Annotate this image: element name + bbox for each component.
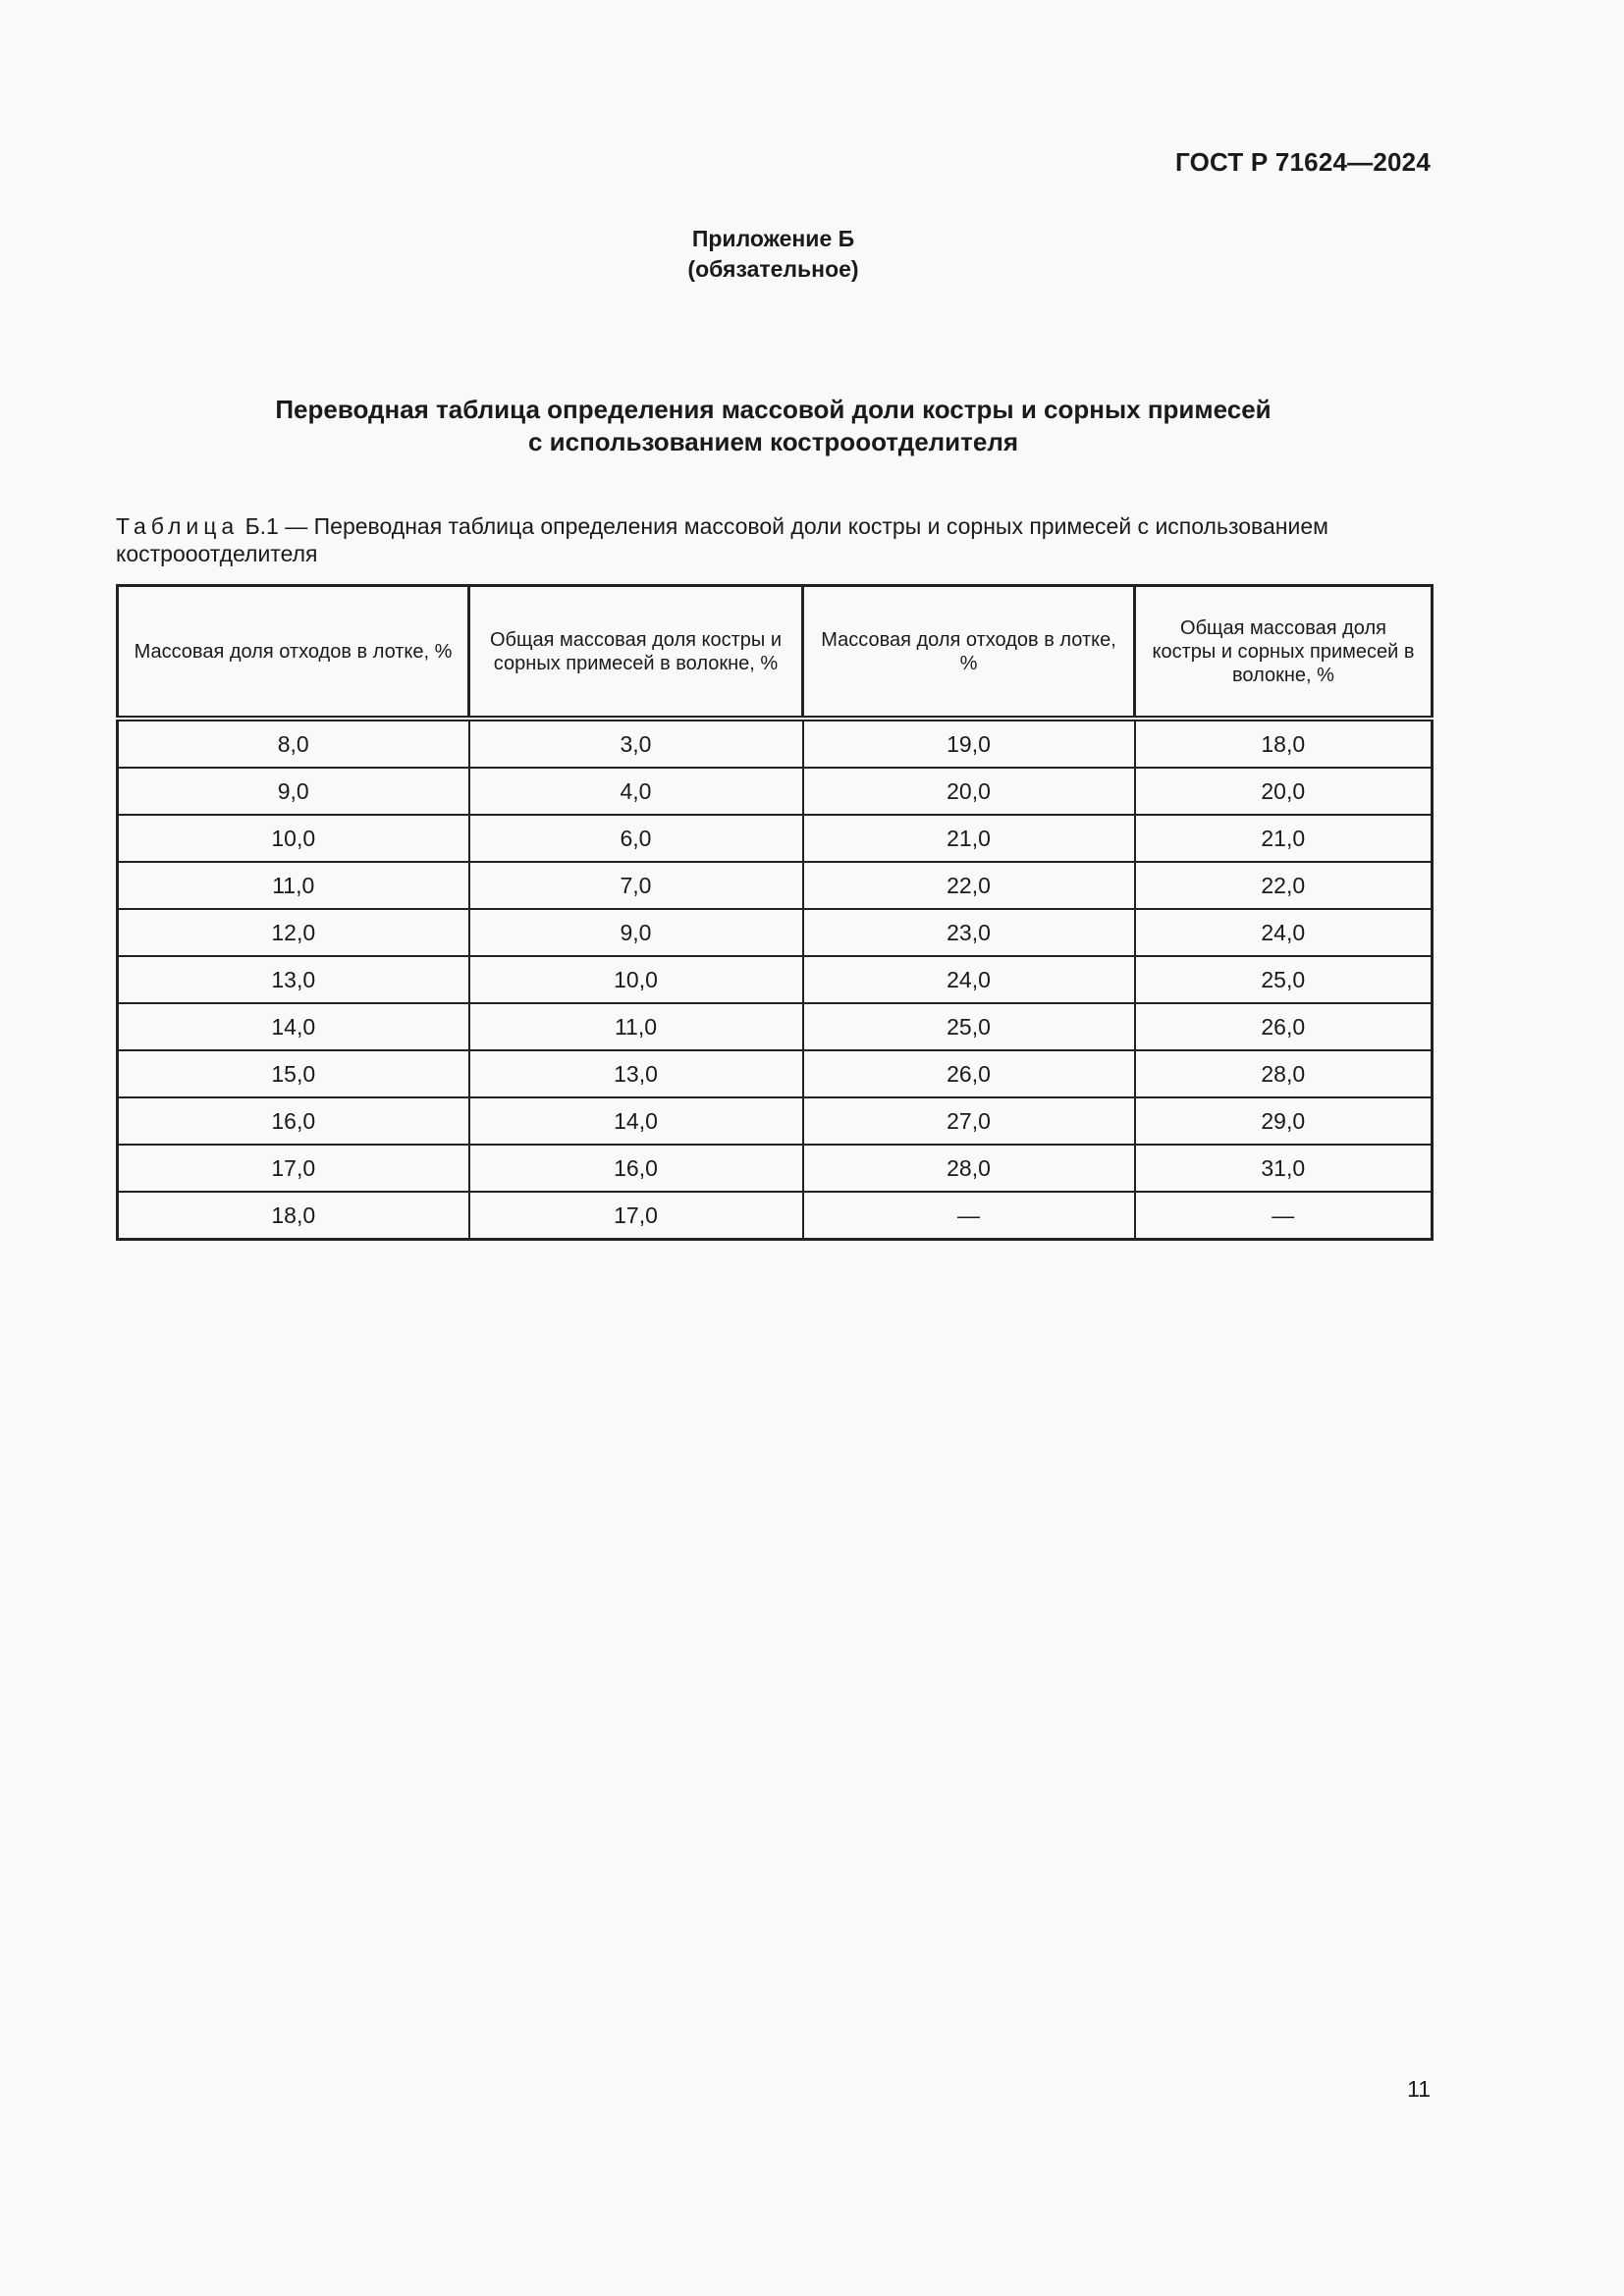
- page-title: [0, 394, 1546, 458]
- page-title-line-1: Переводная таблица определения массовой доли костры и сорных примесей: [275, 395, 1272, 424]
- table-caption-number: Б.1: [244, 513, 279, 539]
- table-cell: 17,0: [469, 1192, 803, 1240]
- table-cell: 11,0: [118, 862, 469, 909]
- table-cell: 21,0: [1135, 815, 1433, 862]
- table-cell: 17,0: [118, 1145, 469, 1192]
- table-cell: 13,0: [118, 956, 469, 1003]
- table-cell: 25,0: [803, 1003, 1135, 1050]
- table-cell: 18,0: [118, 1192, 469, 1240]
- table-row: [118, 1097, 1433, 1145]
- appendix-title: Приложение Б: [691, 226, 855, 251]
- table-cell: —: [803, 1192, 1135, 1240]
- column-header: Массовая доля отходов в лотке, %: [118, 586, 469, 720]
- table-row: [118, 909, 1433, 956]
- table-row: [118, 768, 1433, 815]
- table-row: [118, 815, 1433, 862]
- table-row: [118, 956, 1433, 1003]
- table-cell: 8,0: [118, 719, 469, 768]
- table-cell: 16,0: [118, 1097, 469, 1145]
- table-cell: 12,0: [118, 909, 469, 956]
- table-cell: 26,0: [803, 1050, 1135, 1097]
- table-cell: 22,0: [1135, 862, 1433, 909]
- table-cell: 16,0: [469, 1145, 803, 1192]
- table-cell: 27,0: [803, 1097, 1135, 1145]
- table-cell: 24,0: [803, 956, 1135, 1003]
- table-cell: 31,0: [1135, 1145, 1433, 1192]
- table-row: [118, 1145, 1433, 1192]
- table-cell: 26,0: [1135, 1003, 1433, 1050]
- page-number: 11: [1407, 2076, 1431, 2102]
- table-row: [118, 862, 1433, 909]
- table-cell: 24,0: [1135, 909, 1433, 956]
- table-cell: 9,0: [118, 768, 469, 815]
- table-caption-text: — Переводная таблица определения массовой доли костры и сорных примесей с использованием кострооотделителя: [116, 513, 1328, 566]
- table-cell: 14,0: [118, 1003, 469, 1050]
- table-cell: 10,0: [469, 956, 803, 1003]
- table-cell: 6,0: [469, 815, 803, 862]
- table-cell: 28,0: [803, 1145, 1135, 1192]
- table-cell: 10,0: [118, 815, 469, 862]
- table-cell: 23,0: [803, 909, 1135, 956]
- table-cell: 22,0: [803, 862, 1135, 909]
- table-cell: 13,0: [469, 1050, 803, 1097]
- table-cell: 29,0: [1135, 1097, 1433, 1145]
- table-cell: 18,0: [1135, 719, 1433, 768]
- table-cell: 15,0: [118, 1050, 469, 1097]
- table-cell: 14,0: [469, 1097, 803, 1145]
- table-row: [118, 1050, 1433, 1097]
- document-code: ГОСТ Р 71624—2024: [1175, 147, 1431, 177]
- table-cell: 3,0: [469, 719, 803, 768]
- table-row: [118, 1003, 1433, 1050]
- page-title-line-2: с использованием кострооотделителя: [527, 427, 1019, 456]
- table-cell: 9,0: [469, 909, 803, 956]
- table-cell: 19,0: [803, 719, 1135, 768]
- conversion-table: [116, 584, 1434, 1241]
- table-caption-label: Таблица: [116, 513, 240, 539]
- table-cell: 20,0: [1135, 768, 1433, 815]
- table-row: [118, 1192, 1433, 1240]
- table-header-row: [118, 586, 1433, 720]
- table-cell: 21,0: [803, 815, 1135, 862]
- table-cell: —: [1135, 1192, 1433, 1240]
- table-cell: 4,0: [469, 768, 803, 815]
- table-row: [118, 719, 1433, 768]
- table-body: [118, 719, 1433, 1240]
- column-header: Массовая доля отходов в лотке, %: [803, 586, 1135, 720]
- column-header: Общая массовая доля костры и сорных примесей в волокне, %: [1135, 586, 1433, 720]
- table-cell: 7,0: [469, 862, 803, 909]
- column-header: Общая массовая доля костры и сорных примесей в волокне, %: [469, 586, 803, 720]
- appendix-status: (обязательное): [687, 256, 859, 282]
- table-cell: 20,0: [803, 768, 1135, 815]
- table-cell: 11,0: [469, 1003, 803, 1050]
- appendix-heading: [0, 224, 1546, 285]
- table-caption: [116, 512, 1432, 567]
- table-cell: 28,0: [1135, 1050, 1433, 1097]
- table-cell: 25,0: [1135, 956, 1433, 1003]
